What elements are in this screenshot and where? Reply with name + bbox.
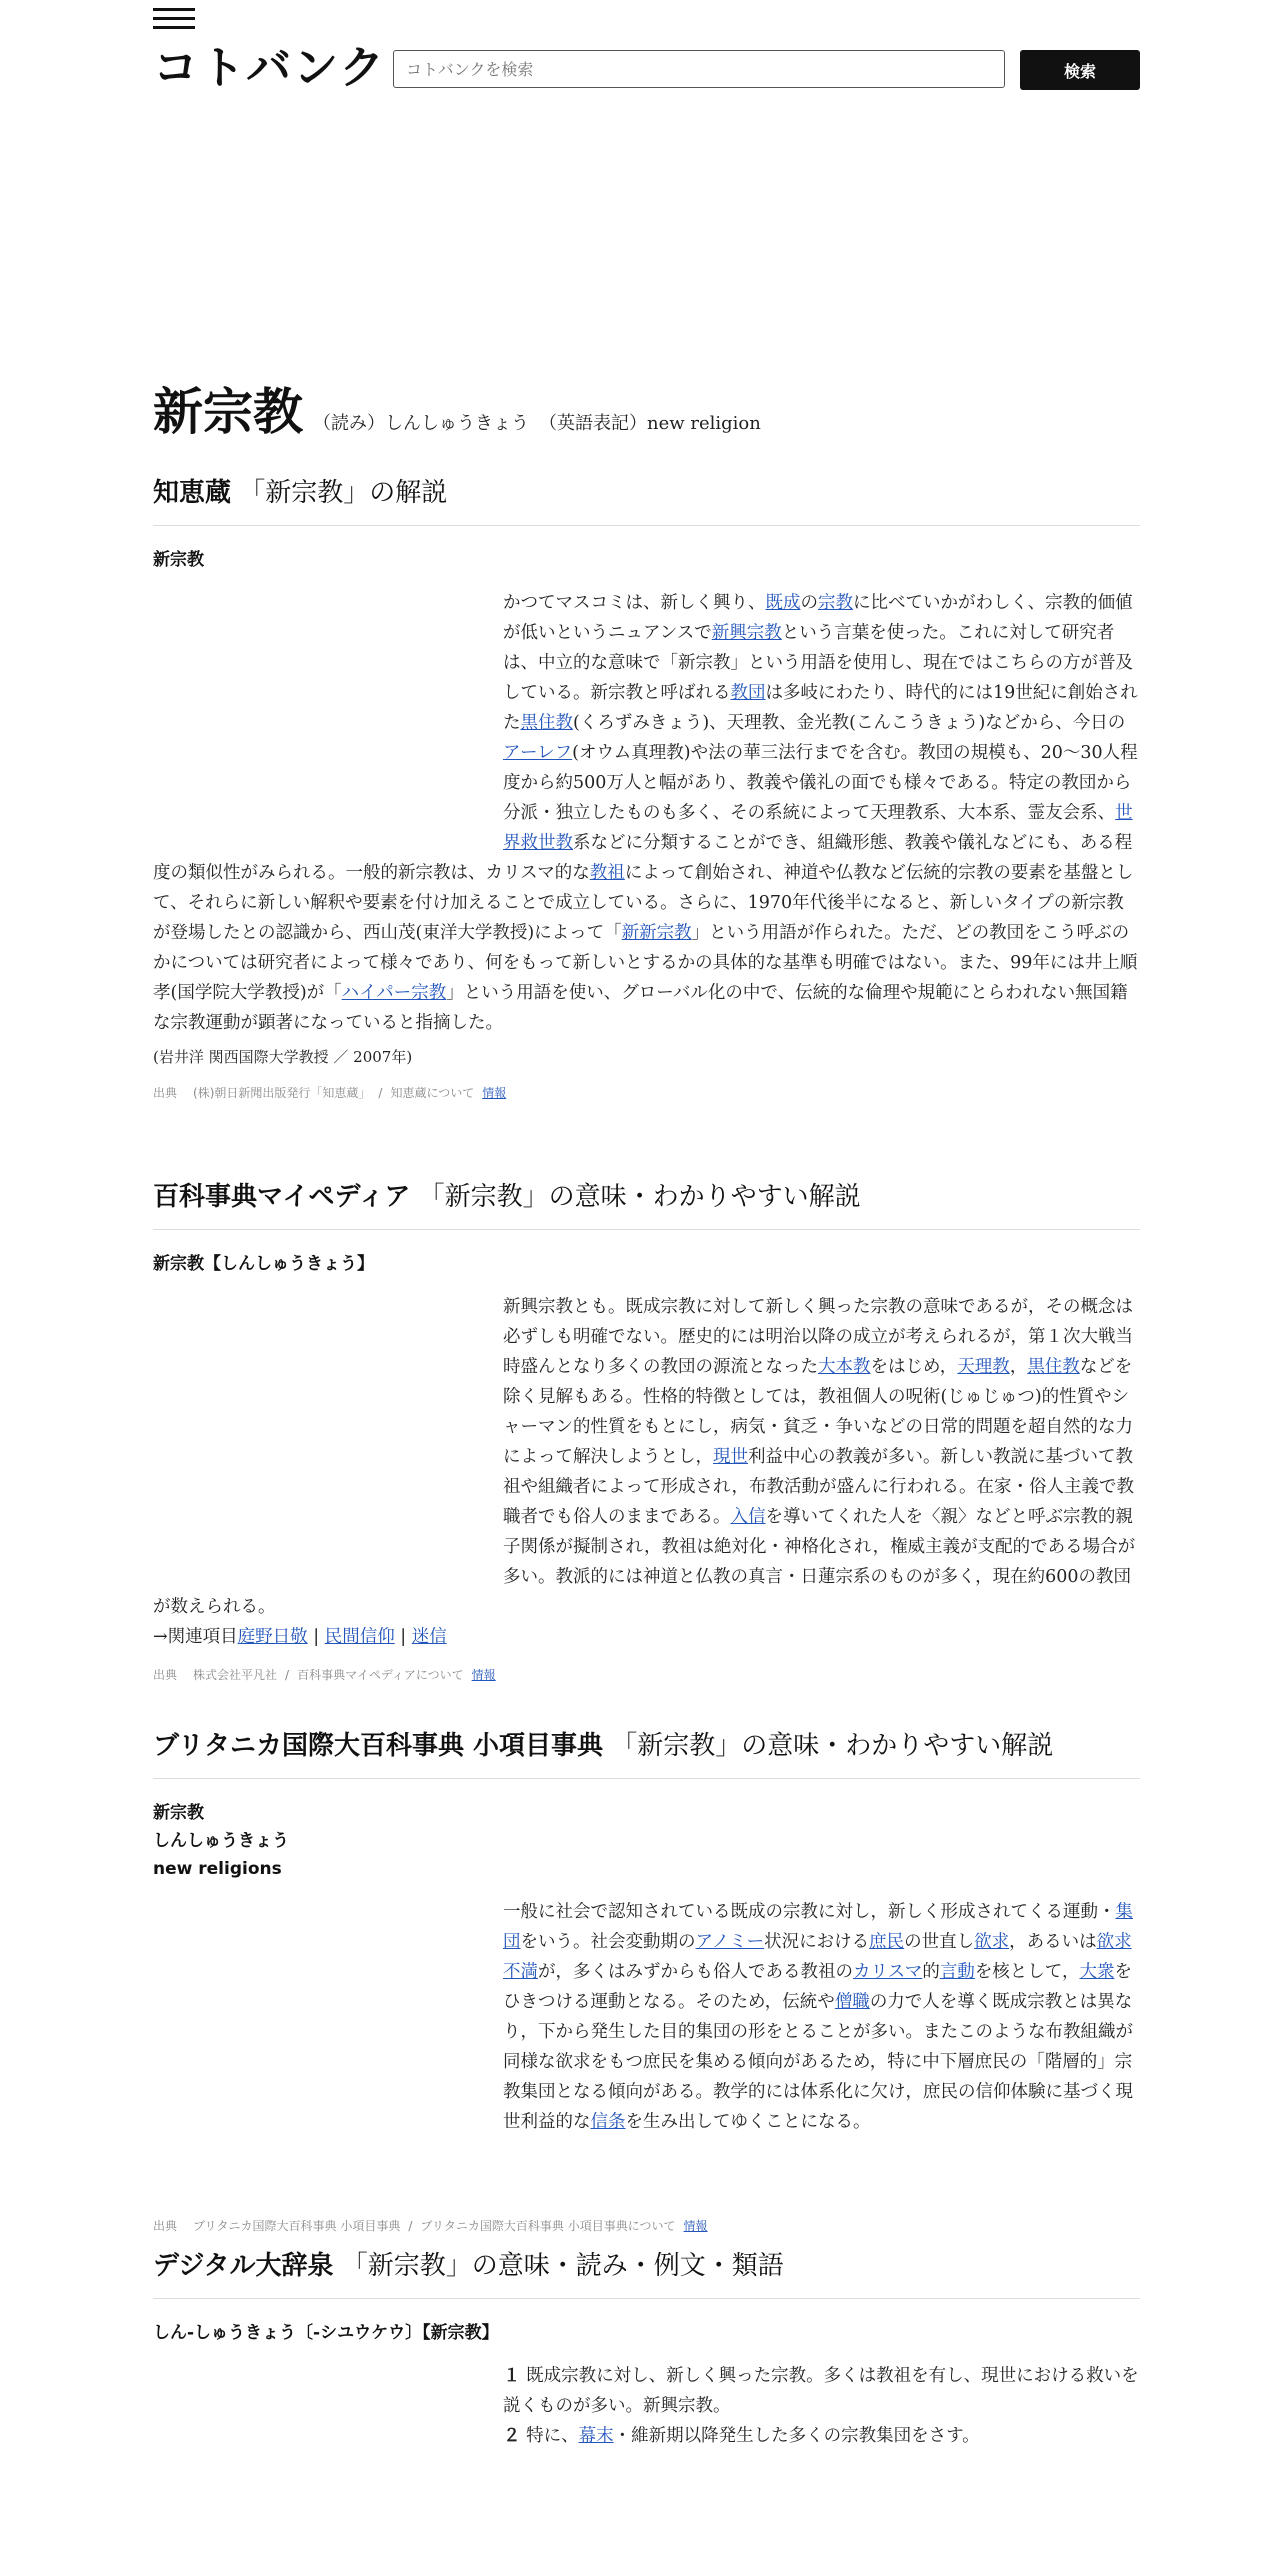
inline-term-link[interactable]: 欲求 [974, 1932, 1010, 1952]
body-text: によって創始され、神道や仏教など伝統的宗教の要素を基盤として、それらに新しい解釈や要素を付け加えることで成立している。さらに、1970年代後半になると、新しいタイプの新宗教が登場したとの認識から、西山茂(東洋大学教授)によって「 [153, 863, 1134, 943]
entry-term: 新宗教 [153, 550, 204, 570]
heading-text: 「新宗教」の意味・わかりやすい解説 [611, 1731, 1054, 1761]
body-text: を導いてくれた人を〈親〉などと呼ぶ宗教的親子関係が擬制され，教祖は絶対化・神格化され，権威主義が支配的である場合が多い。教派的には神道と仏教の真言・日蓮宗系のものが多く，現在約600の教団が数えられる。 [153, 1507, 1136, 1617]
source-prefix: 出典 [153, 1086, 178, 1100]
source-info-link[interactable]: 情報 [683, 2219, 708, 2233]
term-line: しんしゅうきょう [153, 1831, 289, 1851]
section-britannica [153, 1725, 1140, 2234]
entry-body [153, 1897, 1140, 2137]
page-title: 新宗教 [153, 382, 303, 441]
inline-term-link[interactable]: 宗教 [818, 593, 853, 613]
related-items: →関連項目庭野日敬 | 民間信仰 | 迷信 [153, 1627, 447, 1647]
inline-term-link[interactable]: 現世 [713, 1447, 748, 1467]
source-about-link[interactable]: ブリタニカ国際大百科事典 小項目事典について [420, 2219, 676, 2233]
inline-term-link[interactable]: 黒住教 [1027, 1357, 1080, 1377]
inline-term-link[interactable]: 庶民 [869, 1932, 905, 1952]
definition-text: ・維新期以降発生した多くの宗教集団をさす。 [613, 2426, 980, 2446]
entry-term: しん-しゅうきょう〔-シユウケウ〕【新宗教】 [153, 2323, 499, 2343]
title-english: （英語表記）new religion [539, 413, 761, 434]
source-publisher: 株式会社平凡社 [193, 1668, 278, 1682]
definition-link[interactable]: 幕末 [578, 2426, 614, 2446]
ad-spacer [153, 1897, 503, 2167]
inline-term-link[interactable]: 信条 [590, 2112, 626, 2132]
heading-text: 「新宗教」の意味・わかりやすい解説 [418, 1182, 861, 1212]
entry-term: 新宗教【しんしゅうきょう】 [153, 1254, 374, 1274]
inline-term-link[interactable]: 僧職 [834, 1992, 870, 2012]
source-info-link[interactable]: 情報 [482, 1086, 507, 1100]
term-line: 新宗教 [153, 1803, 204, 1823]
body-text: ， [1009, 1357, 1028, 1377]
definition-text: 既成宗教に対し、新しく興った宗教。多くは教祖を有し、現世における救いを説くものが多い。新興宗教。 [503, 2366, 1139, 2416]
source-about-link[interactable]: 知恵蔵について [390, 1086, 475, 1100]
definition-item [503, 2361, 1140, 2421]
inline-term-link[interactable]: 天理教 [957, 1357, 1010, 1377]
related-link[interactable]: 庭野日敬 [237, 1627, 308, 1647]
definition-number: １ [503, 2366, 521, 2386]
source-line: 出典 (株)朝日新聞出版発行「知恵蔵」 / 知恵蔵について 情報 [153, 1086, 507, 1100]
entry-title-row [153, 372, 1140, 444]
inline-term-link[interactable]: 黒住教 [520, 713, 573, 733]
heading-text: 「新宗教」の解説 [239, 478, 448, 508]
body-text: の力で人を導く既成宗教とは異なり，下から発生した目的集団の形をとることが多い。またこのような布教組織が同様な欲求をもつ庶民を集める傾向があるため，特に中下層庶民の「階層的」宗教集団となる傾向がある。教学的には体系化に欠け，庶民の信仰体験に基づく現世利益的な [503, 1992, 1133, 2132]
body-text: 利益中心の教義が多い。新しい教説に基づいて教祖や組織者によって形成され，布教活動が盛んに行われる。在家・俗人主義で教職者でも俗人のままである。 [503, 1447, 1135, 1527]
body-text: (オウム真理教)や法の華三法行までを含む。教団の規模も、20〜30人程度から約500万人と幅があり、教義や儀礼の面でも様々である。特定の教団から分派・独立したものも多く、その系統によって天理教系、大本系、霊友会系、 [503, 743, 1138, 823]
search-button[interactable]: 検索 [1020, 50, 1140, 90]
source-publisher: (株)朝日新聞出版発行「知恵蔵」 [193, 1086, 371, 1100]
body-text: 新興宗教とも。既成宗教に対して新しく興った宗教の意味であるが，その概念は必ずしも明確でない。歴史的には明治以降の成立が考えられるが，第１次大戦当時盛んとなり多くの教団の源流となった [503, 1297, 1133, 1377]
hamburger-menu-icon[interactable] [153, 8, 195, 32]
body-text: をいう。社会変動期の [520, 1932, 696, 1952]
related-link[interactable]: 民間信仰 [324, 1627, 395, 1647]
body-text: かつてマスコミは、新しく興り、 [503, 593, 766, 613]
dictionary-name: デジタル大辞泉 [153, 2251, 334, 2281]
inline-term-link[interactable]: 世界救世教 [503, 803, 1133, 853]
site-header [153, 0, 1140, 110]
definition-number: ２ [503, 2426, 521, 2446]
body-text: 的 [922, 1962, 940, 1982]
body-text: 一般に社会で認知されている既成の宗教に対し，新しく形成されてくる運動・ [503, 1902, 1116, 1922]
body-text: 系などに分類することができ、組織形態、教義や儀礼などにも、ある程度の類似性がみられる。一般的新宗教は、カリスマ的な [153, 833, 1133, 883]
body-text: をはじめ， [870, 1357, 958, 1377]
entry-term [153, 1799, 1140, 1883]
source-prefix: 出典 [153, 2219, 178, 2233]
inline-term-link[interactable]: 入信 [730, 1507, 766, 1527]
body-text: を生み出してゆくことになる。 [625, 2112, 871, 2132]
section-mypedia [153, 1176, 1140, 1683]
section-heading [153, 1176, 1140, 1230]
body-text: などを除く見解もある。性格的特徴としては，教祖個人の呪術(じゅじゅつ)的性質やシャーマン的性質をもとにし，病気・貧乏・争いなどの日常的問題を超自然的な力によって解決しようとし， [503, 1357, 1133, 1467]
source-prefix: 出典 [153, 1668, 178, 1682]
body-text: の世直し [904, 1932, 975, 1952]
definition-item [503, 2421, 1140, 2451]
inline-term-link[interactable]: カリスマ [853, 1962, 923, 1982]
definition-text: 特に、 [526, 2426, 579, 2446]
inline-term-link[interactable]: 大本教 [818, 1357, 871, 1377]
body-text: を核として， [974, 1962, 1080, 1982]
body-text: に比べていかがわしく、宗教的価値が低いというニュアンスで [503, 593, 1133, 643]
inline-term-link[interactable]: 教団 [730, 683, 766, 703]
inline-term-link[interactable]: ハイパー宗教 [341, 983, 447, 1003]
body-text: という言葉を使った。これに対して研究者は、中立的な意味で「新宗教」という用語を使用し、現在ではこちらの方が普及している。新宗教と呼ばれる [503, 623, 1133, 703]
body-text: が，多くはみずからも俗人である教祖の [538, 1962, 853, 1982]
site-logo[interactable]: コトバンク [153, 41, 387, 94]
source-line: 出典 ブリタニカ国際大百科事典 小項目事典 / ブリタニカ国際大百科事典 小項目事典について 情報 [153, 2219, 708, 2233]
section-heading [153, 1725, 1140, 1779]
dictionary-name: 百科事典マイペディア [153, 1182, 411, 1212]
related-link[interactable]: 迷信 [411, 1627, 447, 1647]
section-chieizo [153, 472, 1140, 1101]
heading-text: 「新宗教」の意味・読み・例文・類語 [341, 2251, 784, 2281]
source-line: 出典 株式会社平凡社 / 百科事典マイペディアについて 情報 [153, 1668, 496, 1682]
source-about-link[interactable]: 百科事典マイペディアについて [297, 1668, 464, 1682]
body-text: 」という用語を使い、グローバル化の中で、伝統的な倫理や規範にとらわれない無国籍な宗教運動が顕著になっていると指摘した。 [153, 983, 1128, 1033]
body-text: ，あるいは [1009, 1932, 1097, 1952]
term-line: new religions [153, 1859, 282, 1879]
entry-body [153, 588, 1140, 1038]
ad-spacer [153, 1292, 503, 1592]
title-reading: （読み）しんしゅうきょう [313, 413, 529, 434]
inline-term-link[interactable]: アーレフ [503, 743, 573, 763]
inline-term-link[interactable]: 集団 [503, 1902, 1133, 1952]
dictionary-name: ブリタニカ国際大百科事典 小項目事典 [153, 1731, 604, 1761]
body-text: の [800, 593, 818, 613]
ad-spacer [153, 588, 503, 858]
section-heading [153, 2245, 1140, 2299]
definition-list [503, 2361, 1140, 2451]
body-text: は多岐にわたり、時代的には19世紀に創始された [503, 683, 1138, 733]
dictionary-name: 知恵蔵 [153, 478, 232, 508]
inline-term-link[interactable]: 教祖 [589, 863, 625, 883]
source-publisher: ブリタニカ国際大百科事典 小項目事典 [193, 2219, 401, 2233]
body-text: をひきつける運動となる。そのため，伝統や [503, 1962, 1132, 2012]
related-prefix: →関連項目 [153, 1627, 238, 1647]
search-input[interactable] [393, 50, 1005, 88]
section-daijisen [153, 2245, 1140, 2451]
body-text: 」という用語が作られた。ただ、どの教団をこう呼ぶのかについては研究者によって様々であり、何をもって新しいとするかの具体的な基準も明確ではない。また、99年には井上順孝(国学院大学教授)が「 [153, 923, 1138, 1003]
inline-term-link[interactable]: 既成 [765, 593, 801, 613]
author-note: (岩井洋 関西国際大学教授 ／ 2007年) [153, 1048, 413, 1066]
inline-term-link[interactable]: 大衆 [1079, 1962, 1115, 1982]
inline-term-link[interactable]: 新興宗教 [711, 623, 782, 643]
inline-term-link[interactable]: 新新宗教 [621, 923, 692, 943]
entry-body [153, 1292, 1140, 1622]
inline-term-link[interactable]: 欲求不満 [503, 1932, 1132, 1982]
body-text: (くろずみきょう)、天理教、金光教(こんこうきょう)などから、今日の [573, 713, 1126, 733]
body-text: 状況における [764, 1932, 870, 1952]
inline-term-link[interactable]: アノミー [695, 1932, 765, 1952]
source-info-link[interactable]: 情報 [471, 1668, 496, 1682]
inline-term-link[interactable]: 言動 [939, 1962, 975, 1982]
section-heading [153, 472, 1140, 526]
